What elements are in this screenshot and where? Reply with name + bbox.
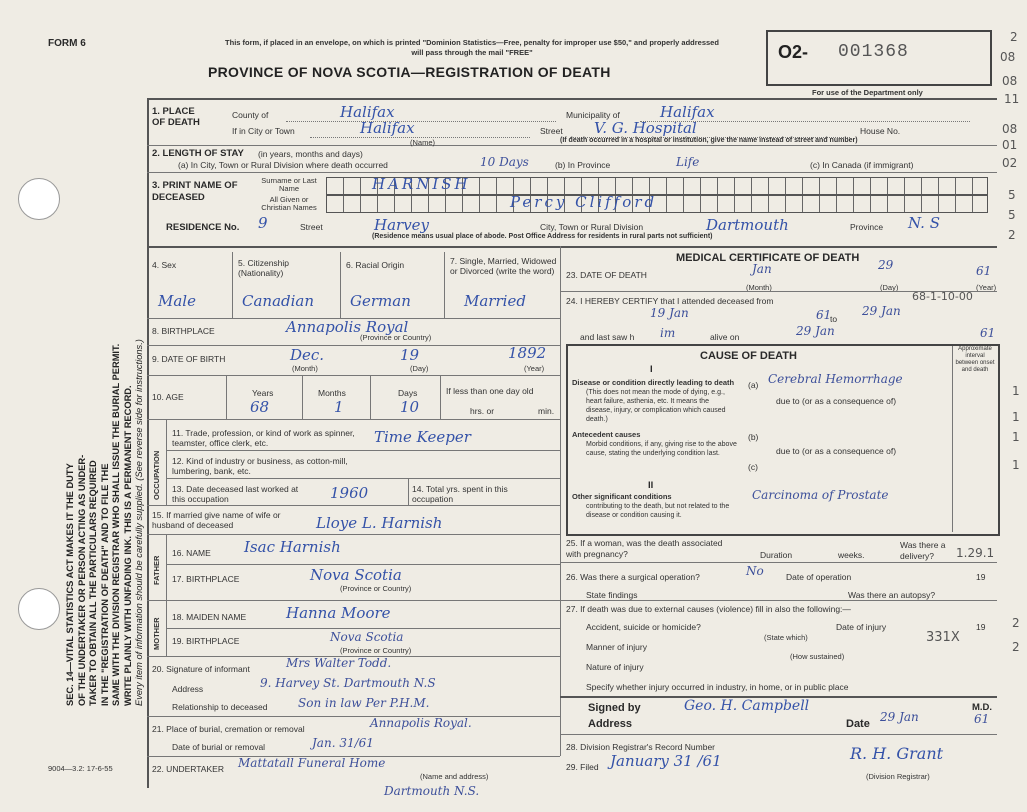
father-birthplace-label: 17. BIRTHPLACE	[172, 574, 240, 584]
relationship-label: Relationship to deceased	[172, 702, 268, 712]
street-label: Street	[540, 126, 563, 136]
sex-label: 4. Sex	[152, 260, 177, 270]
surname-label: Surname or Last Name	[261, 176, 317, 193]
hospital-note: (If death occurred in a hospital or institution, give the name instead of street and number)	[560, 137, 858, 144]
stay-b-label: (b) In Province	[555, 160, 611, 170]
trade-label: 11. Trade, profession, or kind of work as spinner, teamster, office clerk, etc.	[172, 428, 355, 448]
surname-value: HARNISH	[372, 175, 471, 193]
city-label: If in City or Town	[232, 126, 295, 136]
attend-to-value: 29 Jan	[862, 304, 901, 318]
margin-code: 5	[1008, 208, 1016, 222]
informant-label: 20. Signature of informant	[152, 664, 250, 674]
footer-code: 9004—3.2: 17-6-55	[48, 764, 113, 773]
age-months-value: 1	[334, 398, 344, 416]
birthplace-label: 8. BIRTHPLACE	[152, 326, 215, 336]
undertaker-label: 22. UNDERTAKER	[152, 764, 224, 774]
father-name-label: 16. NAME	[172, 548, 211, 558]
margin-code: 2	[1012, 640, 1020, 654]
mail-note: This form, if placed in an envelope, on which is printed "Dominion Statistics—Free, penalty for improper use $50," and properly addressed will pass through the mail "FREE"	[225, 38, 719, 57]
death-year-value: 61	[976, 264, 992, 278]
disease-note: (This does not mean the mode of dying, e.g., heart failure, asthenia, etc. It means the disease, injury, or complication which caused death.)	[586, 389, 726, 423]
birthplace-sub: (Province or Country)	[360, 333, 432, 342]
saw-him-value: im	[660, 326, 676, 340]
alive-on-label: alive on	[710, 332, 740, 342]
residence-label: RESIDENCE No.	[166, 222, 240, 233]
father-birthplace-sub: (Province or Country)	[340, 584, 412, 593]
date-injury-19: 19	[976, 622, 986, 632]
pregnancy-label: 25. If a woman, was the death associated with pregnancy?	[566, 538, 723, 559]
res-province-value: N. S	[908, 214, 940, 232]
interval-label: Approximate interval between onset and death	[955, 346, 995, 373]
stamp-code: 331X	[926, 630, 960, 645]
res-street-value: Harvey	[374, 216, 430, 234]
antecedent-label: Antecedent causes	[572, 430, 641, 439]
county-label: County of	[232, 110, 269, 120]
res-no-value: 9	[258, 214, 268, 232]
registrar-value: R. H. Grant	[850, 744, 944, 763]
informant-address-label: Address	[172, 684, 204, 694]
sec2-bottom	[147, 172, 997, 173]
disease-direct-label: Disease or condition directly leading to death	[572, 378, 735, 387]
surgery-value: No	[746, 564, 764, 578]
reg-prefix: O2-	[778, 42, 809, 62]
other-sig-note: contributing to the death, but not related to the disease or condition causing it.	[586, 503, 730, 519]
margin-code: 1	[1012, 458, 1020, 472]
stay-c-label: (c) In Canada (if immigrant)	[810, 160, 914, 170]
margin-code: 1	[1012, 410, 1020, 424]
father-label: FATHER	[152, 555, 161, 585]
due-to-b: due to (or as a consequence of)	[776, 446, 897, 456]
min-label: min.	[538, 406, 555, 416]
accident-label: Accident, suicide or homicide?	[586, 622, 701, 632]
findings-label: State findings	[586, 590, 638, 600]
roman-one: I	[650, 364, 653, 375]
informant-value: Mrs Walter Todd.	[286, 656, 392, 670]
weeks-label: weeks.	[838, 550, 865, 560]
column-divider	[560, 246, 561, 756]
county-value: Halifax	[340, 103, 395, 121]
registrar-sub: (Division Registrar)	[866, 772, 930, 781]
registration-number-box	[766, 30, 992, 86]
margin-code: 2	[1010, 30, 1018, 44]
father-birthplace-value: Nova Scotia	[310, 566, 402, 584]
side-instructions	[65, 86, 145, 706]
section-2-label: 2. LENGTH OF STAY	[152, 148, 244, 159]
form-number: FORM 6	[48, 38, 86, 49]
industry-label: 12. Kind of industry or business, as cotton-mill, lumbering, bank, etc.	[172, 456, 348, 476]
res-province-label: Province	[850, 222, 884, 232]
other-sig-label: Other significant conditions	[572, 492, 672, 501]
street-value: V. G. Hospital	[594, 119, 697, 137]
dob-year-sub: (Year)	[524, 364, 545, 373]
mother-birthplace-sub: (Province or Country)	[340, 646, 412, 655]
spouse-label: 15. If married give name of wife or husband of deceased	[152, 510, 281, 530]
nature-label: Nature of injury	[586, 662, 644, 672]
death-month-sub: (Month)	[746, 283, 772, 292]
informant-address-value: 9. Harvey St. Dartmouth N.S	[260, 676, 436, 690]
margin-code: 08	[1002, 122, 1018, 136]
sig-year-value: 61	[974, 712, 990, 726]
death-month-value: Jan	[752, 262, 772, 276]
res-city-label: City, Town or Rural Division	[540, 222, 644, 232]
undertaker-address-value: Dartmouth N.S.	[384, 784, 480, 798]
state-which-label: (State which)	[764, 633, 808, 642]
cause-b-label: (b)	[748, 432, 759, 442]
medical-cert-title: MEDICAL CERTIFICATE OF DEATH	[676, 252, 860, 264]
antecedent-note: Morbid conditions, if any, giving rise to the above cause, stating the underlying condition last.	[586, 441, 737, 457]
roman-two: II	[648, 480, 654, 491]
section-1-label: 1. PLACE OF DEATH	[152, 106, 200, 128]
days-label: Days	[398, 388, 418, 398]
dob-label: 9. DATE OF BIRTH	[152, 354, 226, 364]
margin-code: 5	[1008, 188, 1016, 202]
undertaker-value: Mattatall Funeral Home	[238, 756, 386, 770]
margin-code: 2	[1012, 616, 1020, 630]
birthplace-value: Annapolis Royal	[286, 318, 409, 336]
punch-hole-top	[18, 178, 60, 220]
margin-code: 02	[1002, 156, 1018, 170]
margin-code: 01	[1002, 138, 1018, 152]
margin-code: 11	[1004, 92, 1020, 106]
spouse-value: Lloye L. Harnish	[316, 514, 443, 532]
manner-label: Manner of injury	[586, 642, 647, 652]
fraction-value: 1.29.1	[956, 546, 995, 560]
total-years-label: 14. Total yrs. spent in this occupation	[412, 484, 508, 504]
section-3-label: 3. PRINT NAME OF DECEASED	[152, 180, 238, 203]
death-year-sub: (Year)	[976, 283, 997, 292]
mother-name-label: 18. MAIDEN NAME	[172, 612, 247, 622]
racial-label: 6. Racial Origin	[346, 260, 405, 270]
given-value: Percy Clifford	[510, 193, 658, 211]
margin-code: 2	[1008, 228, 1016, 242]
left-border	[147, 98, 149, 788]
external-label: 27. If death was due to external causes (violence) fill in also the following:—	[566, 604, 851, 614]
filed-value: January 31 /61	[610, 752, 722, 770]
cause-a-value: Cerebral Hemorrhage	[768, 372, 903, 386]
months-label: Months	[318, 388, 346, 398]
pencil-code: 68-1-10-00	[912, 290, 973, 303]
age-years-value: 68	[250, 398, 270, 416]
alive-on-value: 29 Jan	[796, 324, 835, 338]
last-worked-value: 1960	[330, 484, 369, 502]
death-day-value: 29	[878, 258, 894, 272]
dob-month: Dec.	[290, 346, 325, 364]
res-city-value: Dartmouth	[706, 216, 789, 234]
death-date-label: 23. DATE OF DEATH	[566, 270, 647, 280]
top-border	[147, 98, 997, 100]
burial-place-value: Annapolis Royal.	[370, 716, 472, 730]
signed-label: Signed by	[588, 702, 641, 714]
cause-other-value: Carcinoma of Prostate	[752, 488, 889, 502]
residence-note: (Residence means usual place of abode. Post Office Address for residents in rural parts not sufficient)	[372, 233, 713, 240]
burial-date-value: Jan. 31/61	[312, 736, 374, 750]
sec1-bottom	[147, 145, 997, 146]
dept-use-note: For use of the Department only	[812, 88, 923, 97]
margin-code: 1	[1012, 384, 1020, 398]
delivery-label: Was there a delivery?	[900, 540, 946, 561]
date-op-label: Date of operation	[786, 572, 852, 582]
municipality-value: Halifax	[660, 103, 715, 121]
side-line-1: SEC. 14—VITAL STATISTICS ACT MAKES IT THE DUTY	[65, 463, 75, 706]
filed-label: 29. Filed	[566, 762, 599, 772]
side-line-3: TAKER TO OBTAIN ALL THE PARTICULARS REQUIRED	[88, 460, 98, 706]
given-label: All Given or Christian Names	[261, 195, 317, 212]
stay-a-value: 10 Days	[480, 155, 529, 169]
cause-title: CAUSE OF DEATH	[700, 350, 797, 362]
age-label: 10. AGE	[152, 392, 184, 402]
attend-from-year: 61	[816, 308, 832, 322]
form-title: PROVINCE OF NOVA SCOTIA—REGISTRATION OF DEATH	[208, 64, 611, 80]
city-name-sub: (Name)	[410, 138, 436, 147]
due-to-a: due to (or as a consequence of)	[776, 396, 897, 406]
undertaker-sub: (Name and address)	[420, 772, 489, 781]
trade-value: Time Keeper	[374, 428, 471, 446]
margin-code: 08	[1002, 74, 1018, 88]
punch-hole-bottom	[18, 588, 60, 630]
date-op-19: 19	[976, 572, 986, 582]
last-worked-label: 13. Date deceased last worked at this occupation	[172, 484, 299, 504]
res-street-label: Street	[300, 222, 323, 232]
cause-c-label: (c)	[748, 462, 758, 472]
md-label: M.D.	[972, 702, 993, 713]
alive-year-value: 61	[980, 326, 996, 340]
margin-code: 08	[1000, 50, 1016, 64]
age-days-value: 10	[400, 398, 420, 416]
side-line-7: Every item of information should be carefully supplied. (See reverse side for instructions.)	[134, 339, 144, 706]
margin-code: 1	[1012, 430, 1020, 444]
house-label: House No.	[860, 126, 901, 136]
dob-month-sub: (Month)	[292, 364, 318, 373]
duration-label: Duration	[760, 550, 793, 560]
sig-date-value: 29 Jan	[880, 710, 919, 724]
section-2-sub: (in years, months and days)	[258, 149, 363, 159]
sex-value: Male	[158, 292, 196, 310]
sec3-bottom	[147, 246, 997, 248]
years-label: Years	[252, 388, 274, 398]
record-number-label: 28. Division Registrar's Record Number	[566, 742, 716, 752]
how-sustained-label: (How sustained)	[790, 652, 845, 661]
reg-number: 001368	[838, 42, 909, 62]
sig-date-label: Date	[846, 718, 870, 730]
attended-label: 24. I HEREBY CERTIFY that I attended deceased from	[566, 296, 774, 306]
attend-from-value: 19 Jan	[650, 306, 689, 320]
stay-a-label: (a) In City, Town or Rural Division where death occurred	[178, 160, 388, 170]
less-than-day-label: If less than one day old	[446, 386, 534, 396]
side-line-5: SAME WITH THE DIVISION REGISTRAR WHO SHALL ISSUE THE BURIAL PERMIT.	[111, 343, 121, 706]
occupation-label: OCCUPATION	[152, 450, 161, 500]
attend-to-label: to	[830, 314, 838, 324]
dob-day: 19	[400, 346, 420, 364]
autopsy-label: Was there an autopsy?	[848, 590, 936, 600]
father-name-value: Isac Harnish	[244, 538, 341, 556]
citizenship-label: 5. Citizenship (Nationality)	[238, 258, 290, 278]
stay-b-value: Life	[676, 155, 700, 169]
marital-value: Married	[464, 292, 526, 310]
surgery-label: 26. Was there a surgical operation?	[566, 572, 700, 582]
relationship-value: Son in law Per P.H.M.	[298, 696, 430, 710]
citizenship-value: Canadian	[242, 292, 315, 310]
sig-address-label: Address	[588, 718, 633, 730]
side-line-4: IN THE "REGISTRATION OF DEATH" AND TO FILE THE	[99, 463, 110, 706]
mother-label: MOTHER	[152, 617, 161, 650]
signed-value: Geo. H. Campbell	[684, 698, 810, 714]
specify-label: Specify whether injury occurred in industry, in home, or in public place	[586, 682, 849, 692]
side-line-6: WRITE PLAINLY WITH UNFADING INK. THIS IS A PERMANENT RECORD.	[122, 385, 133, 706]
municipality-label: Municipality of	[566, 110, 620, 120]
mother-birthplace-value: Nova Scotia	[330, 630, 404, 644]
mother-birthplace-label: 19. BIRTHPLACE	[172, 636, 240, 646]
burial-place-label: 21. Place of burial, cremation or removal	[152, 724, 305, 734]
mother-name-value: Hanna Moore	[286, 604, 391, 622]
last-saw-label: and last saw h	[580, 332, 635, 342]
date-injury-label: Date of injury	[836, 622, 887, 632]
dob-year: 1892	[508, 344, 547, 362]
city-value: Halifax	[360, 119, 415, 137]
racial-value: German	[350, 292, 411, 310]
hrs-label: hrs. or	[470, 406, 495, 416]
burial-date-label: Date of burial or removal	[172, 742, 266, 752]
cause-a-label: (a)	[748, 380, 759, 390]
death-day-sub: (Day)	[880, 283, 899, 292]
marital-label: 7. Single, Married, Widowed or Divorced (write the word)	[450, 256, 557, 276]
side-line-2: OF THE UNDERTAKER OR PERSON ACTING AS UNDER-	[76, 454, 87, 706]
dob-day-sub: (Day)	[410, 364, 429, 373]
